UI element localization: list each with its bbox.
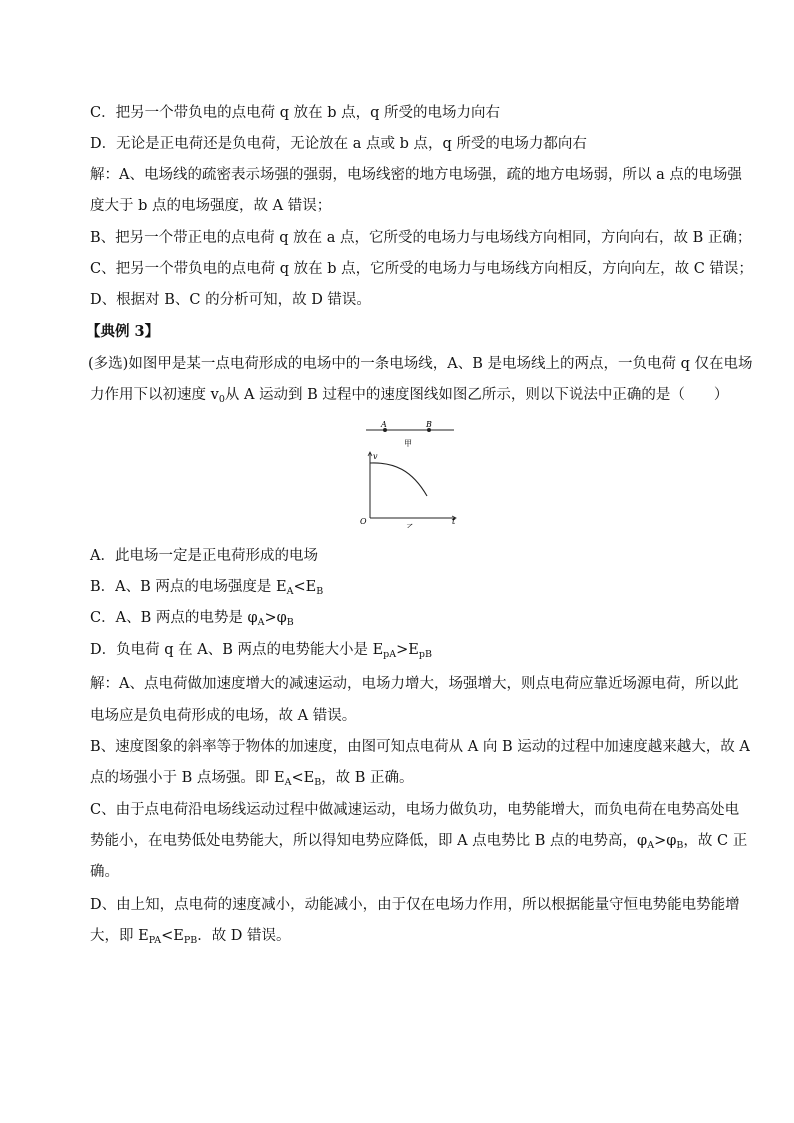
axis-t-label: t [452,517,456,526]
solution-prev-line-4: C、把另一个带负电的点电荷 q 放在 b 点，它所受的电场力与电场线方向相反，方向向左，故 C 错误； [90,261,753,277]
figure [352,418,462,532]
question-line-1: (多选)如图甲是某一点电荷形成的电场中的一条电场线，A、B 是电场线上的两点，一负电荷 q 仅在电场 [88,356,753,372]
figure-yi-label: 乙 [406,523,414,528]
point-a-label: A [381,420,387,429]
option-b: B．A、B 两点的电场强度是 $E_A<E_B$ [90,579,324,597]
example-heading: 【典例 3】 [86,323,160,340]
option-c-prev: C．把另一个带负电的点电荷 q 放在 b 点，q 所受的电场力向右 [90,105,500,121]
option-d: D．负电荷 q 在 A、B 两点的电势能大小是 $E_{pA}>E_{pB}$ [90,642,432,660]
solution-line-7: 确。 [90,864,119,880]
axis-o-label: O [360,517,367,526]
figure-yi [360,452,456,528]
solution-prev-line-5: D、根据对 B、C 的分析可知，故 D 错误。 [90,292,371,308]
figure-jia [366,420,454,448]
solution-line-2: 电场应是负电荷形成的电场，故 A 错误。 [90,708,357,724]
solution-prev-line-2: 度大于 b 点的电场强度，故 A 错误； [90,198,332,214]
solution-line-5: C、由于点电荷沿电场线运动过程中做减速运动，电场力做负功，电势能增大，而负电荷在电势高处电 [90,802,740,818]
option-d-prev: D．无论是正电荷还是负电荷，无论放在 a 点或 b 点，q 所受的电场力都向右 [90,136,587,152]
velocity-curve [370,463,427,496]
point-b-label: B [426,420,432,429]
solution-prev-line-3: B、把另一个带正电的点电荷 q 放在 a 点，它所受的电场力与电场线方向相同，方向向右，故 B 正确； [90,230,752,246]
question-line-2: 力作用下以初速度 $v_0$从 A 运动到 B 过程中的速度图线如图乙所示，则以下说法中正确的是（ ） [90,387,729,405]
figure-jia-label: 甲 [404,439,412,448]
option-a: A．此电场一定是正电荷形成的电场 [90,548,318,564]
figure-svg [352,418,462,528]
solution-prev-line-1: 解：A、电场线的疏密表示场强的强弱，电场线密的地方电场强，疏的地方电场弱，所以 a 点的电场强 [90,167,742,183]
solution-line-8: D、由上知，点电荷的速度减小，动能减小，由于仅在电场力作用，所以根据能量守恒电势能电势能增 [90,897,740,913]
solution-line-1: 解：A、点电荷做加速度增大的减速运动，电场力增大，场强增大，则点电荷应靠近场源电荷，所以此 [90,676,739,692]
solution-line-4: 点的场强小于 B 点场强。即 $E_A<E_B$，故 B 正确。 [90,770,414,788]
solution-line-9: 大，即 $E_{PA}<E_{PB}$．故 D 错误。 [90,928,291,946]
axis-v-label: v [373,452,378,461]
solution-line-3: B、速度图象的斜率等于物体的加速度，由图可知点电荷从 A 向 B 运动的过程中加速度越来越大，故 A [90,739,750,755]
solution-line-6: 势能小，在电势低处电势能大，所以得知电势应降低，即 A 点电势比 B 点的电势高，$\varphi_A>\varphi_B$，故 C 正 [90,833,748,851]
option-c: C．A、B 两点的电势是 $\varphi_A>\varphi_B$ [90,610,294,628]
